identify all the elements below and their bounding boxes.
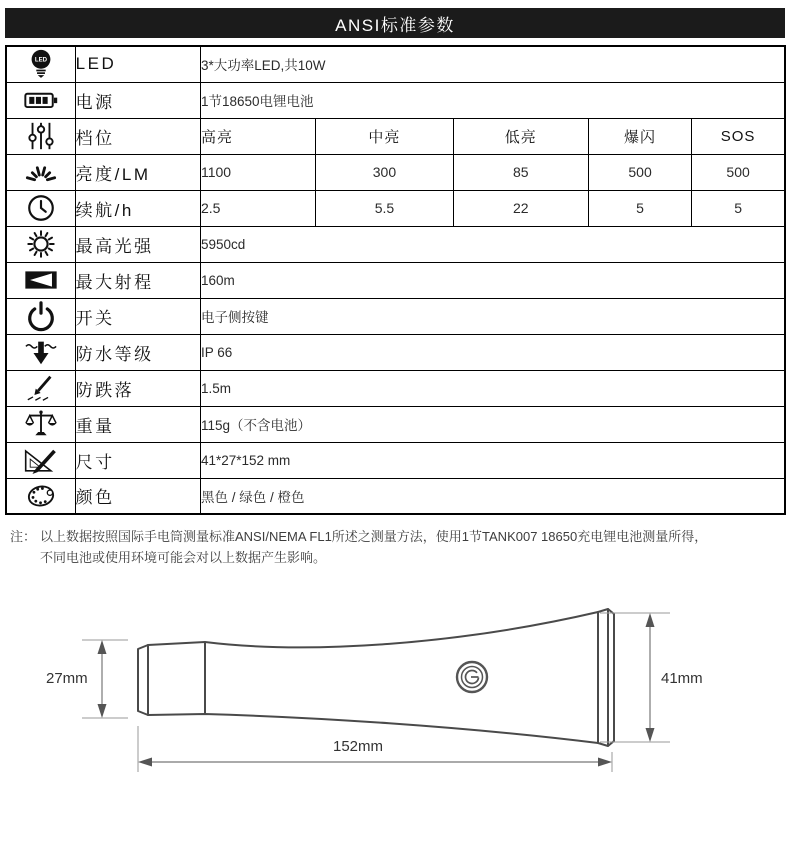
- brightness-rays-icon: [6, 154, 75, 190]
- value-cell: 500: [588, 154, 691, 190]
- row-label: 防水等级: [75, 334, 200, 370]
- page-title-text: ANSI标准参数: [335, 15, 455, 35]
- scale-icon: [6, 406, 75, 442]
- table-row: [6, 478, 785, 514]
- row-value: 黑色 / 绿色 / 橙色: [200, 478, 785, 514]
- ruler-pencil-icon: [6, 442, 75, 478]
- dim-length-label: 152mm: [332, 738, 384, 756]
- waterproof-icon: [6, 334, 75, 370]
- page-title: [5, 8, 785, 38]
- flashlight-body: [148, 612, 598, 743]
- table-row: [6, 118, 785, 154]
- palette-icon: [6, 478, 75, 514]
- value-cell: 5: [692, 190, 785, 226]
- row-value: 41*27*152 mm: [200, 442, 785, 478]
- row-label: 防跌落: [75, 370, 200, 406]
- value-cell: 5: [588, 190, 691, 226]
- row-label: 亮度/LM: [75, 154, 200, 190]
- row-label: 电源: [75, 82, 200, 118]
- flashlight-outline: [138, 609, 614, 746]
- power-icon: [6, 298, 75, 334]
- table-row: [6, 406, 785, 442]
- table-row: [6, 298, 785, 334]
- mode-cell: 高亮: [200, 118, 315, 154]
- mode-cell: 低亮: [453, 118, 588, 154]
- dim-tail-height-label: 27mm: [46, 670, 88, 688]
- battery-icon: [6, 82, 75, 118]
- table-row: [6, 154, 785, 190]
- spec-table: [5, 45, 786, 515]
- table-row: [6, 46, 785, 82]
- table-row: [6, 262, 785, 298]
- flashlight-dimension-diagram: [0, 568, 790, 825]
- value-cell: 500: [692, 154, 785, 190]
- row-label: 开关: [75, 298, 200, 334]
- table-row: [6, 226, 785, 262]
- value-cell: 1100: [200, 154, 315, 190]
- footnote-line2: 不同电池或使用环境可能会对以上数据产生影响。: [40, 550, 327, 566]
- value-cell: 85: [453, 154, 588, 190]
- modes-sliders-icon: [6, 118, 75, 154]
- row-value: 115g（不含电池）: [200, 406, 785, 442]
- table-row: [6, 370, 785, 406]
- row-value: 电子侧按键: [200, 298, 785, 334]
- row-value: 3*大功率LED,共10W: [200, 46, 785, 82]
- row-label: 最大射程: [75, 262, 200, 298]
- led-bulb-icon: [6, 46, 75, 82]
- footnote-prefix: 注：: [10, 529, 37, 544]
- row-label: 续航/h: [75, 190, 200, 226]
- dim-head-height-label: 41mm: [661, 670, 703, 688]
- value-cell: 5.5: [316, 190, 453, 226]
- side-switch-icon: [457, 662, 487, 692]
- row-value: 1.5m: [200, 370, 785, 406]
- tail-cap: [138, 645, 148, 715]
- dim-41mm: [600, 613, 703, 742]
- sun-icon: [6, 226, 75, 262]
- dim-27mm: [46, 640, 128, 718]
- row-value: 5950cd: [200, 226, 785, 262]
- mode-cell: SOS: [692, 118, 785, 154]
- table-row: [6, 82, 785, 118]
- beam-icon: [6, 262, 75, 298]
- value-cell: 300: [316, 154, 453, 190]
- footnote-text: [40, 526, 780, 568]
- mode-cell: 爆闪: [588, 118, 691, 154]
- value-cell: 22: [453, 190, 588, 226]
- table-row: [6, 190, 785, 226]
- row-label: 档位: [75, 118, 200, 154]
- row-value: 160m: [200, 262, 785, 298]
- row-value: IP 66: [200, 334, 785, 370]
- footnote: [10, 526, 780, 568]
- row-label: 颜色: [75, 478, 200, 514]
- drop-impact-icon: [6, 370, 75, 406]
- table-row: [6, 334, 785, 370]
- svg-text:LED: LED: [34, 56, 47, 64]
- mode-cell: 中亮: [316, 118, 453, 154]
- row-label: 最高光强: [75, 226, 200, 262]
- table-row: [6, 442, 785, 478]
- row-label: 重量: [75, 406, 200, 442]
- clock-icon: [6, 190, 75, 226]
- row-value: 1节18650电锂电池: [200, 82, 785, 118]
- row-label: LED: [75, 46, 200, 82]
- value-cell: 2.5: [200, 190, 315, 226]
- head-bezel: [598, 609, 608, 746]
- footnote-line1: 以上数据按照国际手电筒测量标准ANSI/NEMA FL1所述之测量方法，使用1节TANK007 18650充电锂电池测量所得，: [40, 529, 708, 544]
- row-label: 尺寸: [75, 442, 200, 478]
